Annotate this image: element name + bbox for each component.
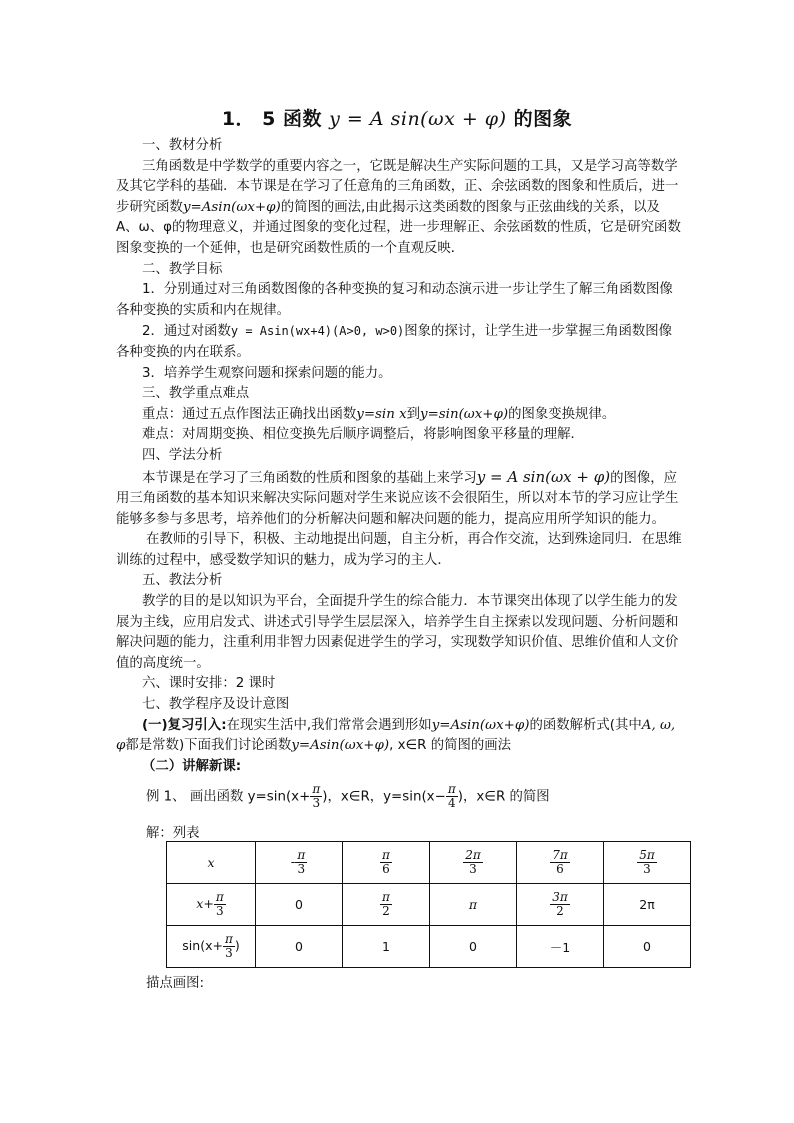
objective-2: 2．通过对函数y = Asin(wx+4)(A>0, w>0)图象的探讨，让学生进一步掌握三角函数图像各种变换的内在联系。 xyxy=(116,324,673,360)
section-heading-5: 五、教法分析 xyxy=(142,573,223,589)
review-intro: (一)复习引入:在现实生活中,我们常常会遇到形如y=Asin(ωx+φ)的函数解析式(其中A, ω, φ都是常数)下面我们讨论函数y=Asin(ωx+φ), x∈R 的简图的画法 xyxy=(116,717,676,754)
new-lesson-label: （二）讲解新课: xyxy=(142,758,242,774)
plot-label: 描点画图: xyxy=(146,976,205,991)
formula-inline: y=Asin(ωx+φ) xyxy=(182,199,281,215)
section-heading-6: 六、课时安排：2 课时 xyxy=(142,676,276,692)
fraction: $\frac{\pi}{3}$ xyxy=(312,782,321,811)
table-row xyxy=(167,926,691,968)
row-header-x: x xyxy=(167,842,256,884)
section-4-paragraph-1: 本节课是在学习了三角函数的性质和图象的基础上来学习y = A sin(ωx + φ)的图像，应用三角函数的基本知识来解决实际问题对学生来说应该不会很陌生，所以对本节的学习应让学生能够多参与多思考，培养他们的分析解决问题和解决问题的能力，提高应用所学知识的能力。 xyxy=(116,467,679,527)
section-heading-1: 一、教材分析 xyxy=(142,138,223,153)
table-cell: $\frac{2\pi}{3}$ xyxy=(430,842,517,884)
title-prefix: 1． 5 函数 xyxy=(221,108,322,130)
key-point: 重点：通过五点作图法正确找出函数y=sin x到y=sin(ωx+φ)的图象变换规律。 xyxy=(142,406,616,422)
formula-inline: y=Asin(ωx+φ) xyxy=(291,738,390,754)
document-body xyxy=(116,136,684,810)
table-cell: 0 xyxy=(256,884,343,926)
row-header-sin: sin(x+ $\frac{\pi}{3}$ ) xyxy=(167,926,256,968)
table-cell: 0 xyxy=(604,926,691,968)
formula-inline: y=sin x xyxy=(356,406,407,422)
table-cell: 0 xyxy=(430,926,517,968)
title-suffix: 的图象 xyxy=(513,108,573,130)
objective-1: 1．分别通过对三角函数图像的各种变换的复习和动态演示进一步让学生了解三角函数图像各种变换的实质和内在规律。 xyxy=(116,282,673,318)
section-1-paragraph: 三角函数是中学数学的重要内容之一，它既是解决生产实际问题的工具，又是学习高等数学及其它学科的基础．本节课是在学习了任意角的三角函数，正、余弦函数的图象和性质后，进一步研究函数y=Asin(ωx+φ)的简图的画法,由此揭示这类函数的图象与正弦曲线的关系，以及 A、ω、φ的物理意义，并通过图象的变化过程，进一步理解正、余弦函数的性质，它是研究函数图象变换的一个延伸，也是研究函数性质的一个直观反映． xyxy=(116,158,681,256)
example-1: 例 1、 画出函数 y=sin(x+ $\frac{\pi}{3}$ )，x∈R，y=sin(x− $\frac{\pi}{4}$ )，x∈R 的简图 xyxy=(146,782,550,811)
table-cell: 0 xyxy=(256,926,343,968)
table-row xyxy=(167,884,691,926)
values-table xyxy=(166,841,691,968)
table-cell: $\frac{\pi}{2}$ xyxy=(343,884,430,926)
row-header-x-plus: x+ $\frac{\pi}{3}$ xyxy=(167,884,256,926)
objective-3: 3．培养学生观察问题和探索问题的能力。 xyxy=(142,365,392,381)
section-heading-4: 四、学法分析 xyxy=(142,447,223,463)
section-heading-7: 七、教学程序及设计意图 xyxy=(142,697,290,713)
table-label: 解：列表 xyxy=(146,826,200,841)
table-cell: $\frac{3\pi}{2}$ xyxy=(517,884,604,926)
page-title xyxy=(0,104,794,131)
fraction: $\frac{\pi}{4}$ xyxy=(447,782,456,811)
table-cell: 1 xyxy=(343,926,430,968)
table-cell: $\frac{7\pi}{6}$ xyxy=(517,842,604,884)
section-heading-2: 二、教学目标 xyxy=(142,261,223,277)
table-cell: $\frac{5\pi}{3}$ xyxy=(604,842,691,884)
formula-inline: y = A sin(ωx + φ) xyxy=(476,467,611,486)
formula-inline: y=sin(ωx+φ) xyxy=(420,406,509,422)
table-cell: －1 xyxy=(517,926,604,968)
section-5-paragraph: 教学的目的是以知识为平台，全面提升学生的综合能力．本节课突出体现了以学生能力的发展为主线，应用启发式、讲述式引导学生层层深入，培养学生自主探索以发现问题、分析问题和解决问题的能力，注重利用非智力因素促进学生的学习，实现数学知识价值、思维价值和人文价值的高度统一。 xyxy=(116,594,679,671)
formula-inline: y=Asin(ωx+φ) xyxy=(431,717,530,733)
table-cell: π xyxy=(430,884,517,926)
formula-inline: y = Asin(wx+4)(A>0, w>0) xyxy=(230,324,405,339)
table-cell: 2π xyxy=(604,884,691,926)
table-cell: - $\frac{\pi}{3}$ xyxy=(256,842,343,884)
title-formula: y = A sin(ωx + φ) xyxy=(329,108,507,130)
section-4-paragraph-2: 在教师的引导下，积极、主动地提出问题，自主分析，再合作交流，达到殊途同归．在思维训练的过程中，感受数学知识的魅力，成为学习的主人． xyxy=(116,532,682,568)
table-cell: $\frac{\pi}{6}$ xyxy=(343,842,430,884)
difficult-point: 难点：对周期变换、相位变换先后顺序调整后，将影响图象平移量的理解． xyxy=(142,427,584,443)
section-heading-3: 三、教学重点难点 xyxy=(142,386,250,402)
table-row xyxy=(167,842,691,884)
